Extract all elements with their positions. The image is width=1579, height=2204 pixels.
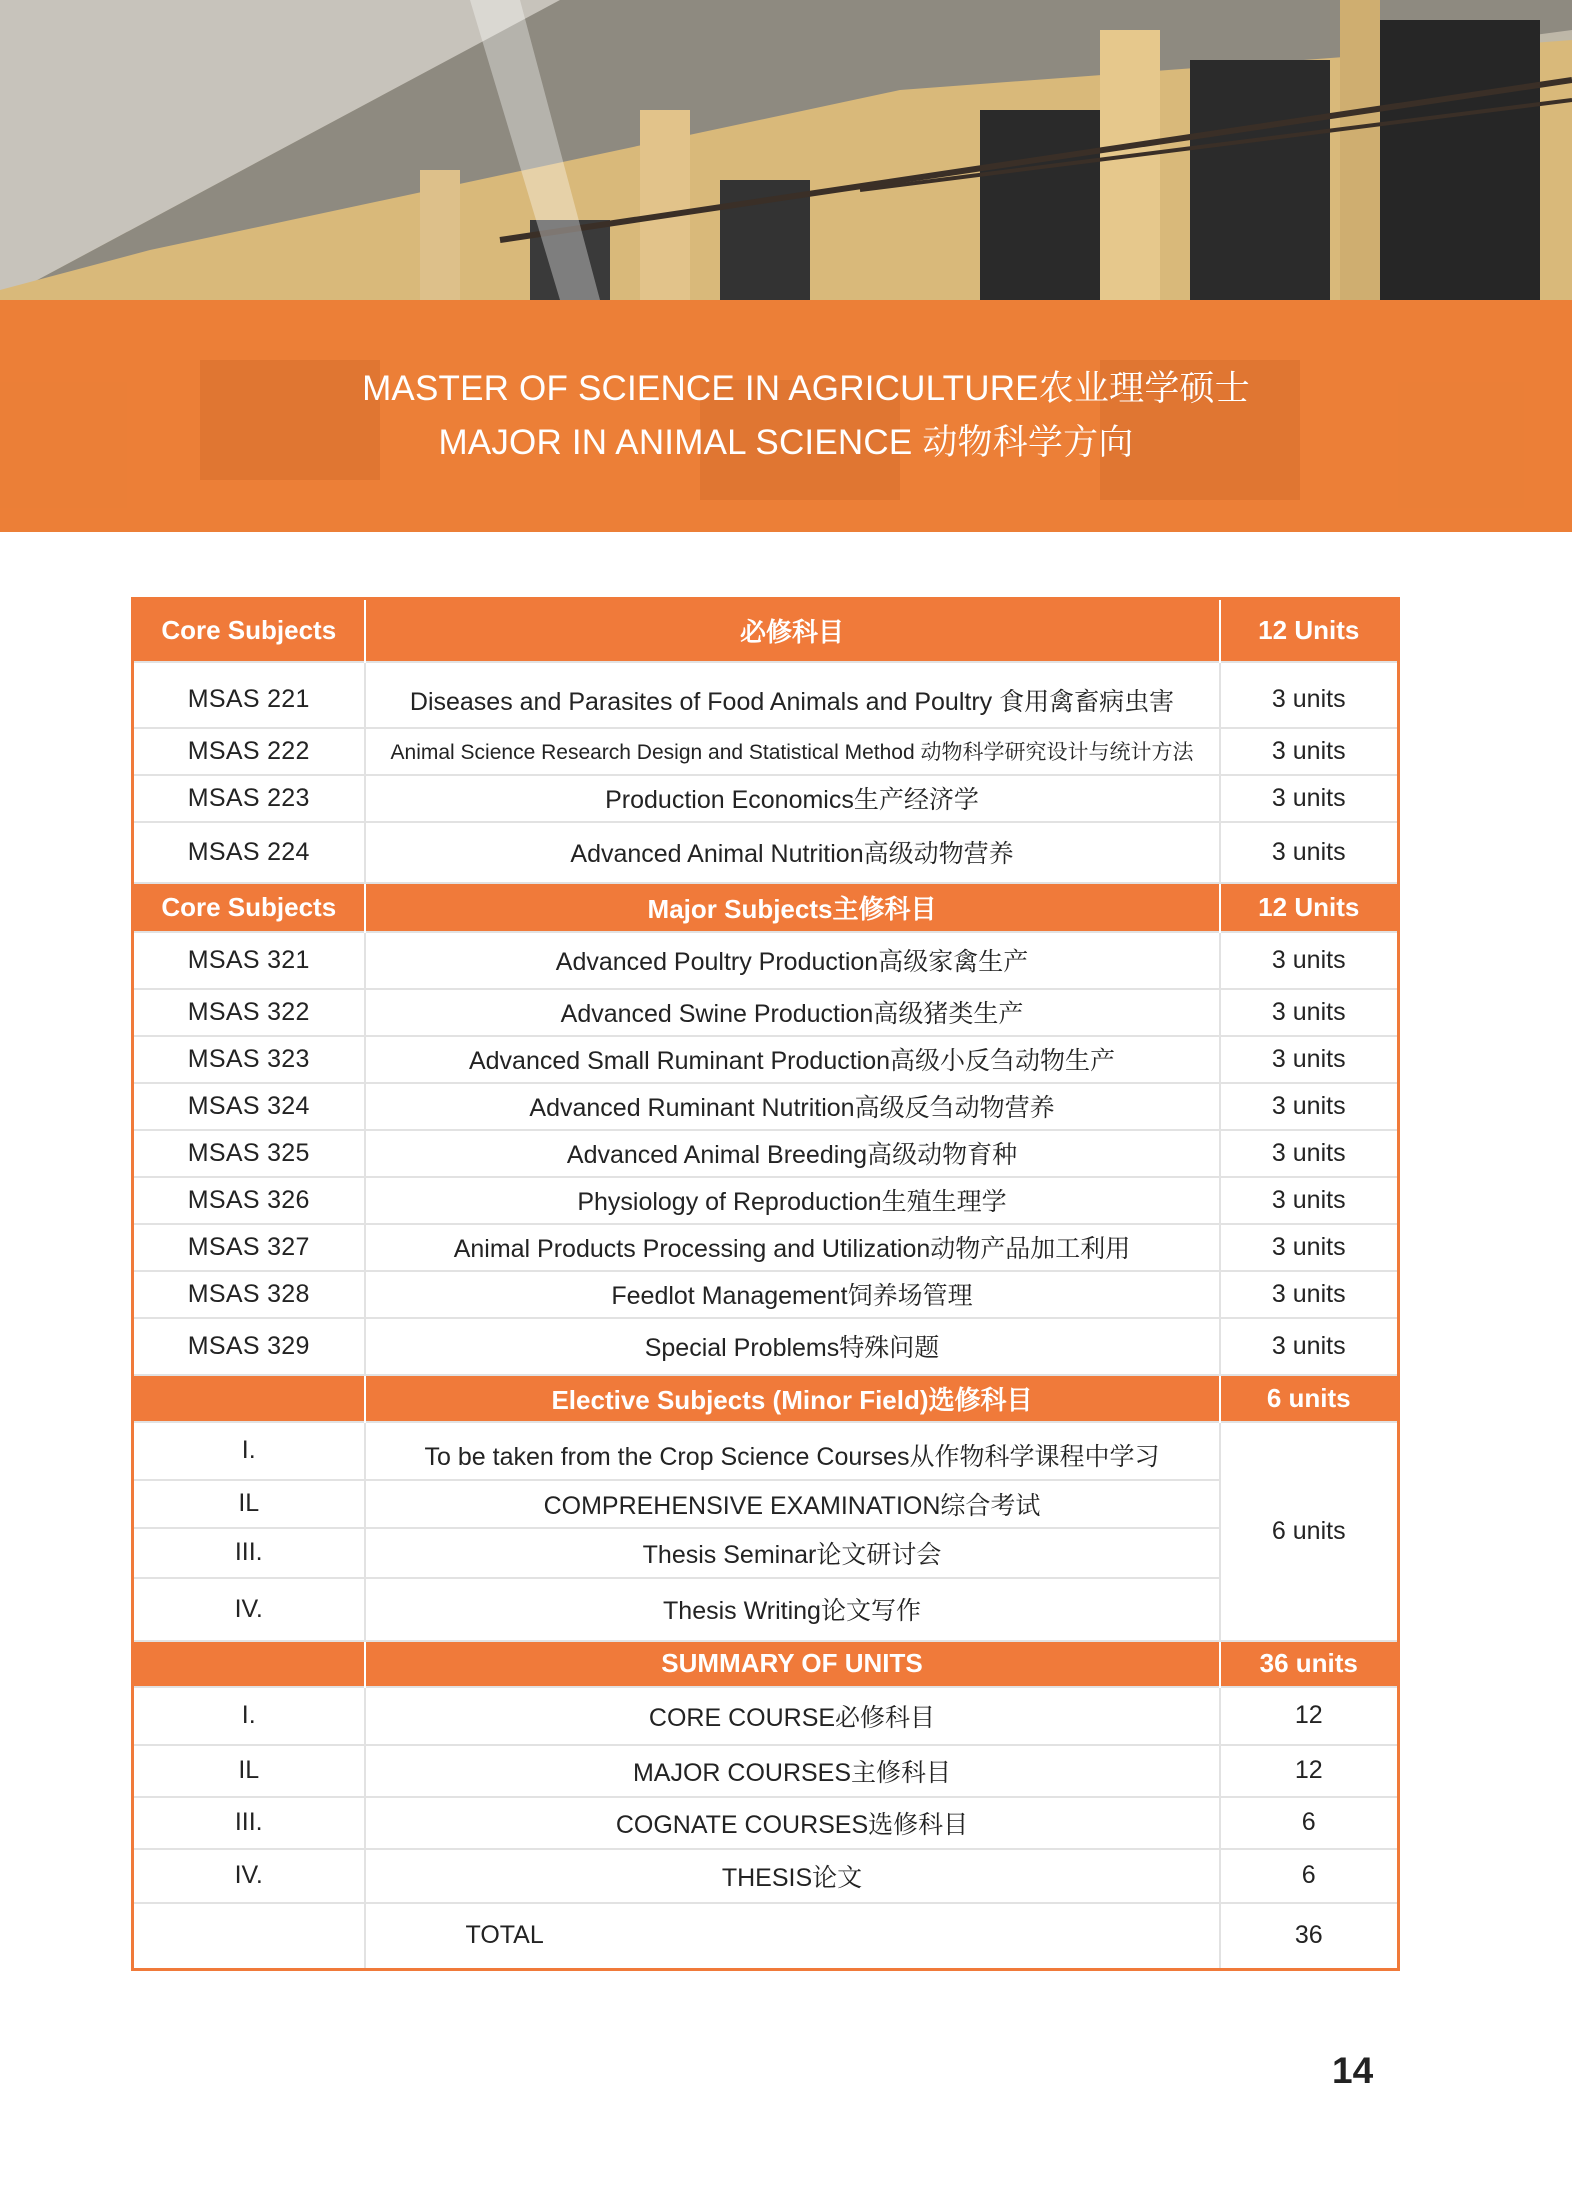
summary-title: COGNATE COURSES选修科目	[365, 1797, 1220, 1849]
course-code: MSAS 224	[133, 822, 365, 883]
course-units: 3 units	[1220, 932, 1399, 989]
core-header-row	[133, 599, 1399, 662]
major-header-title: Major Subjects主修科目	[365, 883, 1220, 932]
course-title: Advanced Animal Breeding高级动物育种	[365, 1130, 1220, 1177]
table-row	[133, 1480, 1399, 1528]
table-row	[133, 1224, 1399, 1271]
summary-header-title: SUMMARY OF UNITS	[365, 1641, 1220, 1687]
course-code: MSAS 321	[133, 932, 365, 989]
table-row	[133, 1318, 1399, 1375]
elective-header-title: Elective Subjects (Minor Field)选修科目	[365, 1375, 1220, 1422]
course-title: Physiology of Reproduction生殖生理学	[365, 1177, 1220, 1224]
summary-units: 6	[1220, 1849, 1399, 1903]
table-row	[133, 822, 1399, 883]
course-units: 3 units	[1220, 1083, 1399, 1130]
total-value: 36	[1220, 1903, 1399, 1970]
course-units: 3 units	[1220, 1271, 1399, 1318]
table-row	[133, 1271, 1399, 1318]
header-photo	[0, 0, 1572, 532]
title-banner	[0, 300, 1572, 532]
course-title: COMPREHENSIVE EXAMINATION综合考试	[365, 1480, 1220, 1528]
table-row	[133, 1745, 1399, 1797]
course-units: 3 units	[1220, 775, 1399, 822]
table-row	[133, 728, 1399, 775]
course-code: MSAS 322	[133, 989, 365, 1036]
core-header-units: 12 Units	[1220, 599, 1399, 662]
course-title: Advanced Small Ruminant Production高级小反刍动物生产	[365, 1036, 1220, 1083]
course-title: To be taken from the Crop Science Courses从作物科学课程中学习	[365, 1422, 1220, 1480]
table-row	[133, 662, 1399, 728]
table-row	[133, 1528, 1399, 1578]
course-units: 3 units	[1220, 1177, 1399, 1224]
course-units: 3 units	[1220, 989, 1399, 1036]
course-code: MSAS 329	[133, 1318, 365, 1375]
course-code: MSAS 325	[133, 1130, 365, 1177]
course-units: 3 units	[1220, 1224, 1399, 1271]
page-number: 14	[1332, 2050, 1374, 2091]
program-major: MAJOR IN ANIMAL SCIENCE 动物科学方向	[438, 423, 1134, 462]
elective-header-units: 6 units	[1220, 1375, 1399, 1422]
core-header-label: Core Subjects	[133, 599, 365, 662]
elective-header-row	[133, 1375, 1399, 1422]
table-row	[133, 1036, 1399, 1083]
course-units: 3 units	[1220, 728, 1399, 775]
item-number: III.	[133, 1528, 365, 1578]
major-header-units: 12 Units	[1220, 883, 1399, 932]
course-title: Thesis Seminar论文研讨会	[365, 1528, 1220, 1578]
item-number: III.	[133, 1797, 365, 1849]
item-number: I.	[133, 1422, 365, 1480]
course-code: MSAS 222	[133, 728, 365, 775]
table-row	[133, 1849, 1399, 1903]
course-title: Diseases and Parasites of Food Animals and Poultry 食用禽畜病虫害	[365, 662, 1220, 728]
major-header-label: Core Subjects	[133, 883, 365, 932]
table-row	[133, 775, 1399, 822]
course-code: MSAS 223	[133, 775, 365, 822]
course-code: MSAS 221	[133, 662, 365, 728]
course-code: MSAS 324	[133, 1083, 365, 1130]
course-units: 3 units	[1220, 822, 1399, 883]
major-header-row	[133, 883, 1399, 932]
table-row	[133, 1797, 1399, 1849]
item-number: IV.	[133, 1578, 365, 1641]
course-code: MSAS 328	[133, 1271, 365, 1318]
course-title: Advanced Animal Nutrition高级动物营养	[365, 822, 1220, 883]
table-row	[133, 1687, 1399, 1745]
summary-header-row	[133, 1641, 1399, 1687]
summary-header-label	[133, 1641, 365, 1687]
summary-title: MAJOR COURSES主修科目	[365, 1745, 1220, 1797]
course-code: MSAS 327	[133, 1224, 365, 1271]
total-row	[133, 1903, 1399, 1970]
elective-units: 6 units	[1220, 1422, 1399, 1641]
course-title: Animal Science Research Design and Statistical Method 动物科学研究设计与统计方法	[365, 728, 1220, 775]
curriculum-table	[131, 597, 1400, 1971]
table-row	[133, 1083, 1399, 1130]
summary-units: 12	[1220, 1687, 1399, 1745]
program-title: MASTER OF SCIENCE IN AGRICULTURE农业理学硕士	[362, 369, 1250, 408]
course-title: Thesis Writing论文写作	[365, 1578, 1220, 1641]
course-code: MSAS 326	[133, 1177, 365, 1224]
course-units: 3 units	[1220, 662, 1399, 728]
course-title: Advanced Ruminant Nutrition高级反刍动物营养	[365, 1083, 1220, 1130]
table-row	[133, 1130, 1399, 1177]
table-row	[133, 932, 1399, 989]
core-header-title: 必修科目	[365, 599, 1220, 662]
total-label: TOTAL	[365, 1903, 1220, 1970]
table-row	[133, 1422, 1399, 1480]
course-title: Advanced Swine Production高级猪类生产	[365, 989, 1220, 1036]
table-row	[133, 1578, 1399, 1641]
summary-units: 6	[1220, 1797, 1399, 1849]
summary-units: 12	[1220, 1745, 1399, 1797]
course-title: Advanced Poultry Production高级家禽生产	[365, 932, 1220, 989]
course-code: MSAS 323	[133, 1036, 365, 1083]
summary-title: CORE COURSE必修科目	[365, 1687, 1220, 1745]
item-number: IL	[133, 1480, 365, 1528]
course-units: 3 units	[1220, 1036, 1399, 1083]
summary-header-units: 36 units	[1220, 1641, 1399, 1687]
elective-header-label	[133, 1375, 365, 1422]
summary-title: THESIS论文	[365, 1849, 1220, 1903]
item-number: I.	[133, 1687, 365, 1745]
course-title: Special Problems特殊问题	[365, 1318, 1220, 1375]
item-number: IV.	[133, 1849, 365, 1903]
table-row	[133, 989, 1399, 1036]
course-title: Production Economics生产经济学	[365, 775, 1220, 822]
course-title: Feedlot Management饲养场管理	[365, 1271, 1220, 1318]
course-units: 3 units	[1220, 1318, 1399, 1375]
course-title: Animal Products Processing and Utilization动物产品加工利用	[365, 1224, 1220, 1271]
item-number: IL	[133, 1745, 365, 1797]
course-units: 3 units	[1220, 1130, 1399, 1177]
total-empty-cell	[133, 1903, 365, 1970]
table-row	[133, 1177, 1399, 1224]
